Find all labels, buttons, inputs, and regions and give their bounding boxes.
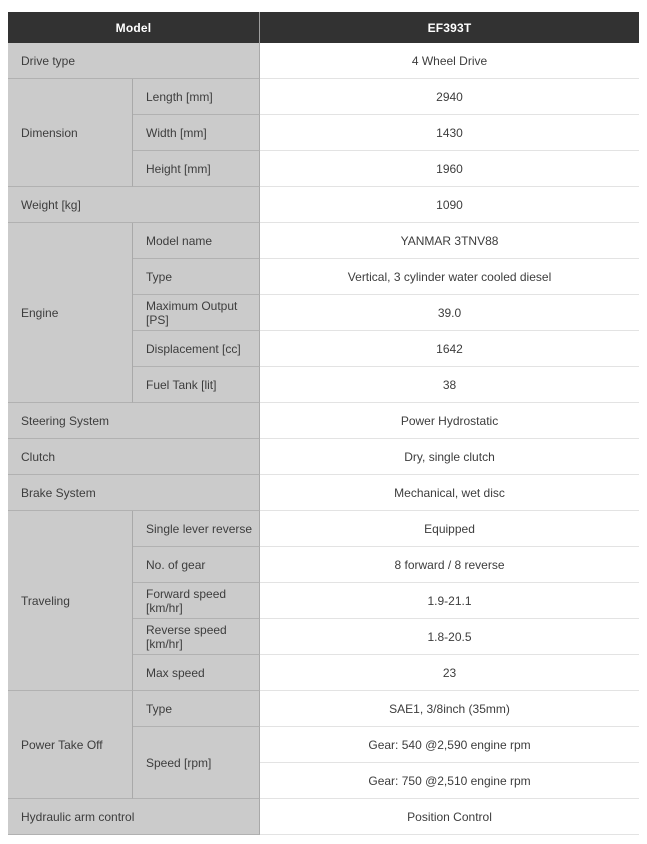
row-traveling-single-lever [8, 511, 639, 547]
value-cell-pto-speed-540: Gear: 540 @2,590 engine rpm [260, 727, 639, 763]
value-cell-max-speed: 23 [260, 655, 639, 691]
value-cell-fuel-tank: 38 [260, 367, 639, 403]
value-cell-drive-type: 4 Wheel Drive [260, 43, 639, 79]
sublabel-cell-pto-speed: Speed [rpm] [133, 727, 260, 799]
row-brake-system [8, 475, 639, 511]
sublabel-cell-single-lever-reverse: Single lever reverse [133, 511, 260, 547]
sublabel-cell-displacement: Displacement [cc] [133, 331, 260, 367]
spec-table [8, 12, 639, 835]
sublabel-cell-max-speed: Max speed [133, 655, 260, 691]
value-cell-width: 1430 [260, 115, 639, 151]
value-cell-clutch: Dry, single clutch [260, 439, 639, 475]
value-cell-forward-speed: 1.9-21.1 [260, 583, 639, 619]
value-cell-displacement: 1642 [260, 331, 639, 367]
value-cell-pto-speed-750: Gear: 750 @2,510 engine rpm [260, 763, 639, 799]
spec-table-body [8, 43, 639, 835]
sublabel-cell-width: Width [mm] [133, 115, 260, 151]
model-header-cell: Model [8, 12, 260, 43]
label-cell-steering-system: Steering System [8, 403, 260, 439]
label-cell-brake-system: Brake System [8, 475, 260, 511]
row-engine-model-name [8, 223, 639, 259]
value-cell-length: 2940 [260, 79, 639, 115]
sublabel-cell-height: Height [mm] [133, 151, 260, 187]
spec-table-header [8, 12, 639, 43]
value-cell-model-name: YANMAR 3TNV88 [260, 223, 639, 259]
sublabel-cell-no-of-gear: No. of gear [133, 547, 260, 583]
label-cell-weight: Weight [kg] [8, 187, 260, 223]
value-cell-hydraulic-arm-control: Position Control [260, 799, 639, 835]
value-cell-weight: 1090 [260, 187, 639, 223]
label-cell-drive-type: Drive type [8, 43, 260, 79]
sublabel-cell-engine-type: Type [133, 259, 260, 295]
label-cell-dimension: Dimension [8, 79, 133, 187]
label-cell-engine: Engine [8, 223, 133, 403]
row-drive-type [8, 43, 639, 79]
value-cell-max-output: 39.0 [260, 295, 639, 331]
row-pto-type [8, 691, 639, 727]
row-clutch [8, 439, 639, 475]
label-cell-power-take-off: Power Take Off [8, 691, 133, 799]
header-row [8, 12, 639, 43]
value-cell-single-lever-reverse: Equipped [260, 511, 639, 547]
value-cell-pto-type: SAE1, 3/8inch (35mm) [260, 691, 639, 727]
sublabel-cell-length: Length [mm] [133, 79, 260, 115]
value-cell-brake-system: Mechanical, wet disc [260, 475, 639, 511]
label-cell-traveling: Traveling [8, 511, 133, 691]
model-value-header-cell: EF393T [260, 12, 639, 43]
sublabel-cell-pto-type: Type [133, 691, 260, 727]
row-weight [8, 187, 639, 223]
value-cell-no-of-gear: 8 forward / 8 reverse [260, 547, 639, 583]
value-cell-steering-system: Power Hydrostatic [260, 403, 639, 439]
label-cell-clutch: Clutch [8, 439, 260, 475]
label-cell-hydraulic-arm-control: Hydraulic arm control [8, 799, 260, 835]
sublabel-cell-reverse-speed: Reverse speed [km/hr] [133, 619, 260, 655]
row-steering-system [8, 403, 639, 439]
row-dimension-length [8, 79, 639, 115]
value-cell-reverse-speed: 1.8-20.5 [260, 619, 639, 655]
sublabel-cell-max-output: Maximum Output [PS] [133, 295, 260, 331]
value-cell-engine-type: Vertical, 3 cylinder water cooled diesel [260, 259, 639, 295]
sublabel-cell-forward-speed: Forward speed [km/hr] [133, 583, 260, 619]
sublabel-cell-model-name: Model name [133, 223, 260, 259]
row-hydraulic-arm-control [8, 799, 639, 835]
sublabel-cell-fuel-tank: Fuel Tank [lit] [133, 367, 260, 403]
value-cell-height: 1960 [260, 151, 639, 187]
